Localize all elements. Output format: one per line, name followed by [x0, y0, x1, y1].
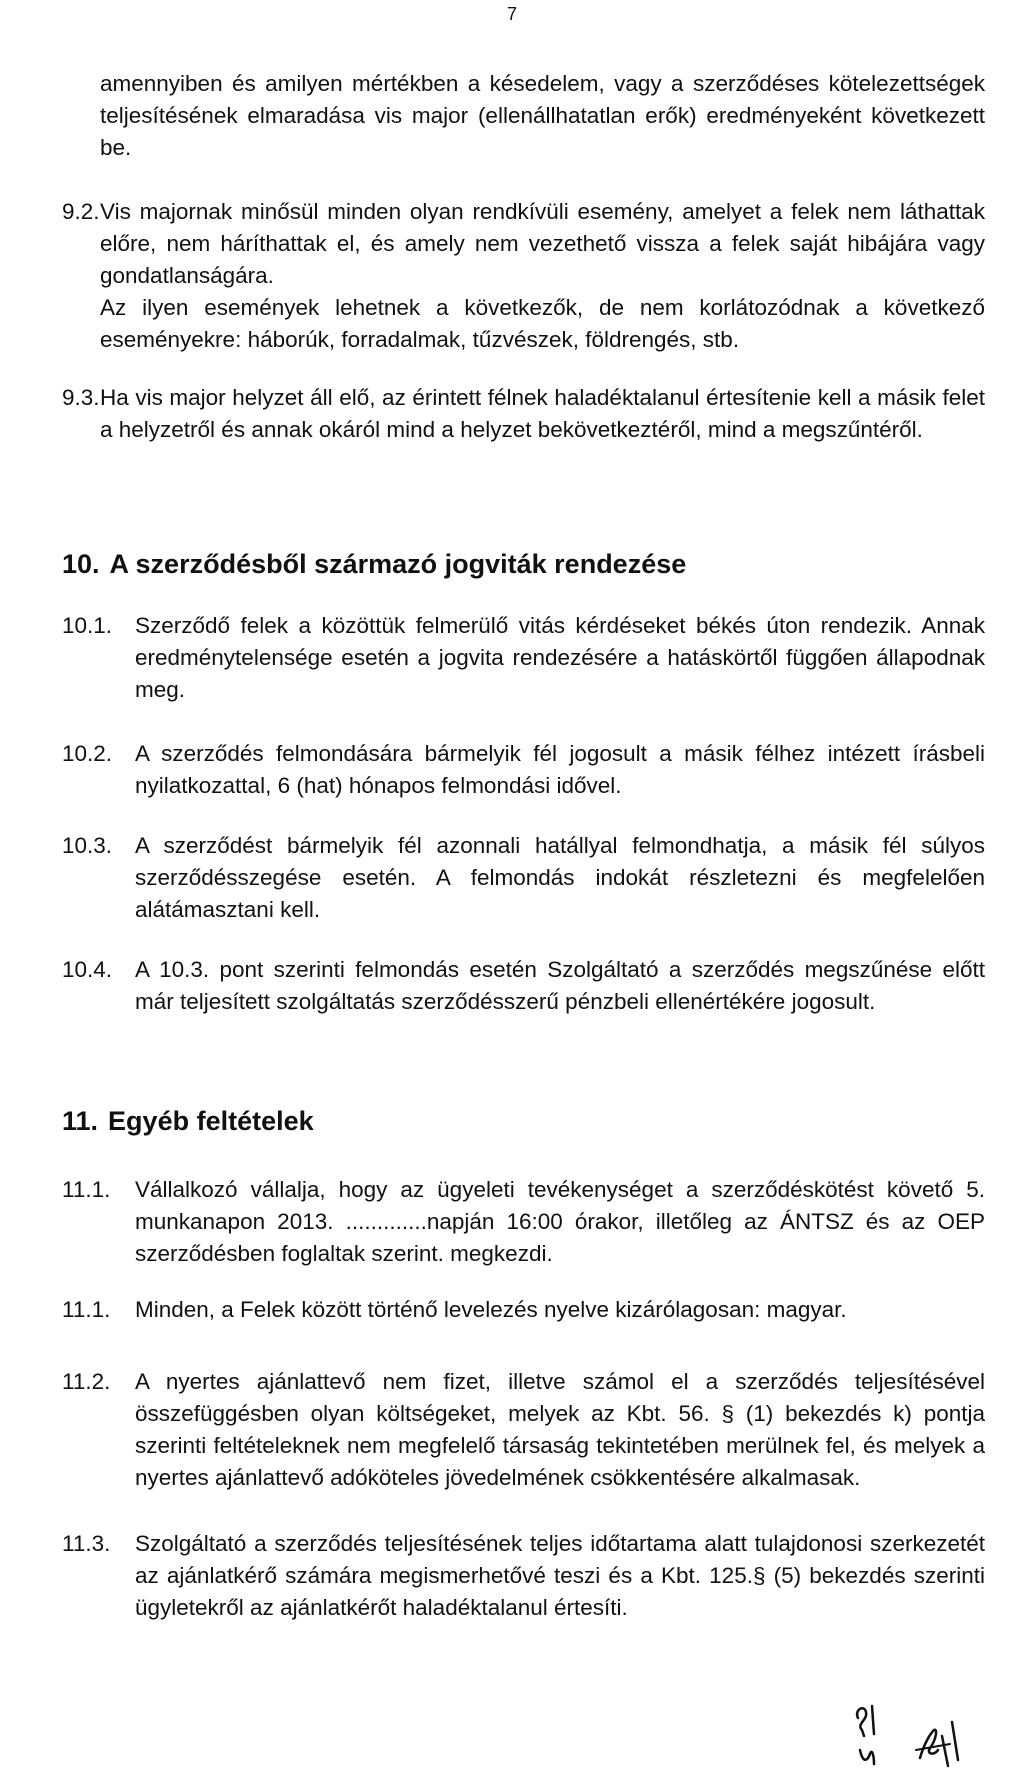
clause-text: A szerződés felmondására bármelyik fél jogosult a másik félhez intézett írásbeli nyilatkozattal, 6 (hat) hónapos felmondási idővel.	[135, 741, 985, 798]
clause-number: 10.4.	[62, 957, 113, 982]
clause-number: 9.3.	[62, 385, 100, 410]
section-title: Egyéb feltételek	[108, 1106, 314, 1136]
clause-number: 11.2.	[62, 1369, 111, 1394]
clause-text: Minden, a Felek között történő levelezés nyelve kizárólagosan: magyar.	[135, 1297, 847, 1322]
clause-number: 11.3.	[62, 1531, 111, 1556]
clause-10-2	[62, 738, 985, 802]
clause-number: 11.1.	[62, 1297, 111, 1322]
clause-11-1b	[62, 1294, 985, 1326]
clause-text: Vis majornak minősül minden olyan rendkívüli esemény, amelyet a felek nem láthattak előre, nem háríthattak el, és amely nem vezethető vissza a felek saját hibájára vagy gondatlanságára.	[100, 199, 985, 288]
clause-text: Szolgáltató a szerződés teljesítésének teljes időtartama alatt tulajdonosi szerkezetét az ajánlatkérő számára megismerhetővé teszi és a Kbt. 125.§ (5) bekezdés szerinti ügyletekről az ajánlatkérőt haladéktalanul értesíti.	[135, 1531, 985, 1620]
clause-text: Ha vis major helyzet áll elő, az érintett félnek haladéktalanul értesítenie kell a másik felet a helyzetről és annak okáról mind a helyzet bekövetkeztéről, mind a megszűntéről.	[100, 385, 985, 442]
section-10-heading	[62, 547, 686, 581]
clause-9-2	[62, 196, 985, 292]
clause-number: 10.2.	[62, 741, 113, 766]
clause-text: Szerződő felek a közöttük felmerülő vitás kérdéseket békés úton rendezik. Annak eredménytelensége esetén a jogvita rendezésére a hatáskörtől függően állapodnak meg.	[135, 613, 985, 702]
clause-10-1	[62, 610, 985, 706]
clause-text: A szerződést bármelyik fél azonnali hatállyal felmondhatja, a másik fél súlyos szerződésszegése esetén. A felmondás indokát részletezni és megfelelően alátámasztani kell.	[135, 833, 985, 922]
page-number: 7	[506, 4, 517, 24]
section-11-heading	[62, 1104, 314, 1138]
clause-11-1	[62, 1174, 985, 1270]
clause-number: 11.1.	[62, 1177, 111, 1202]
clause-text: A 10.3. pont szerinti felmondás esetén Szolgáltató a szerződés megszűnése előtt már teljesített szolgáltatás szerződésszerű pénzbeli ellenértékére jogosult.	[135, 957, 985, 1014]
clause-9-3	[62, 382, 985, 446]
clause-11-2	[62, 1366, 985, 1494]
clause-text: Vállalkozó vállalja, hogy az ügyeleti tevékenységet a szerződéskötést követő 5. munkanapon 2013. .............napján 16:00 órakor, illetőleg az ÁNTSZ és az OEP szerződésben foglaltak szerint. megkezdi.	[135, 1177, 985, 1266]
section-title: A szerződésből származó jogviták rendezése	[109, 549, 687, 579]
clause-9-2-continued	[100, 292, 985, 356]
intro-paragraph: amennyiben és amilyen mértékben a késedelem, vagy a szerződéses kötelezettségek teljesítésének elmaradása vis major (ellenállhatatlan erők) eredményeként következett be.	[100, 71, 985, 160]
clause-number: 10.1.	[62, 613, 113, 638]
clause-10-3	[62, 830, 985, 926]
clause-number: 10.3.	[62, 833, 113, 858]
clause-11-3	[62, 1528, 985, 1624]
clause-text: A nyertes ajánlattevő nem fizet, illetve számol el a szerződés teljesítésével összefüggésben olyan költségeket, melyek az Kbt. 56. § (1) bekezdés k) pontja szerinti feltételeknek nem megfelelő társaság tekintetében merülnek fel, és melyek a nyertes ajánlattevő adóköteles jövedelmének csökkentésére alkalmasak.	[135, 1369, 985, 1490]
clause-number: 9.2.	[62, 199, 100, 224]
section-number: 11.	[62, 1106, 99, 1136]
section-number: 10.	[62, 549, 100, 579]
clause-text: Az ilyen események lehetnek a következők, de nem korlátozódnak a következő eseményekre: háborúk, forradalmak, tűzvészek, földrengés, stb.	[100, 295, 985, 352]
handwritten-initials	[850, 1700, 1000, 1772]
clause-10-4	[62, 954, 985, 1018]
